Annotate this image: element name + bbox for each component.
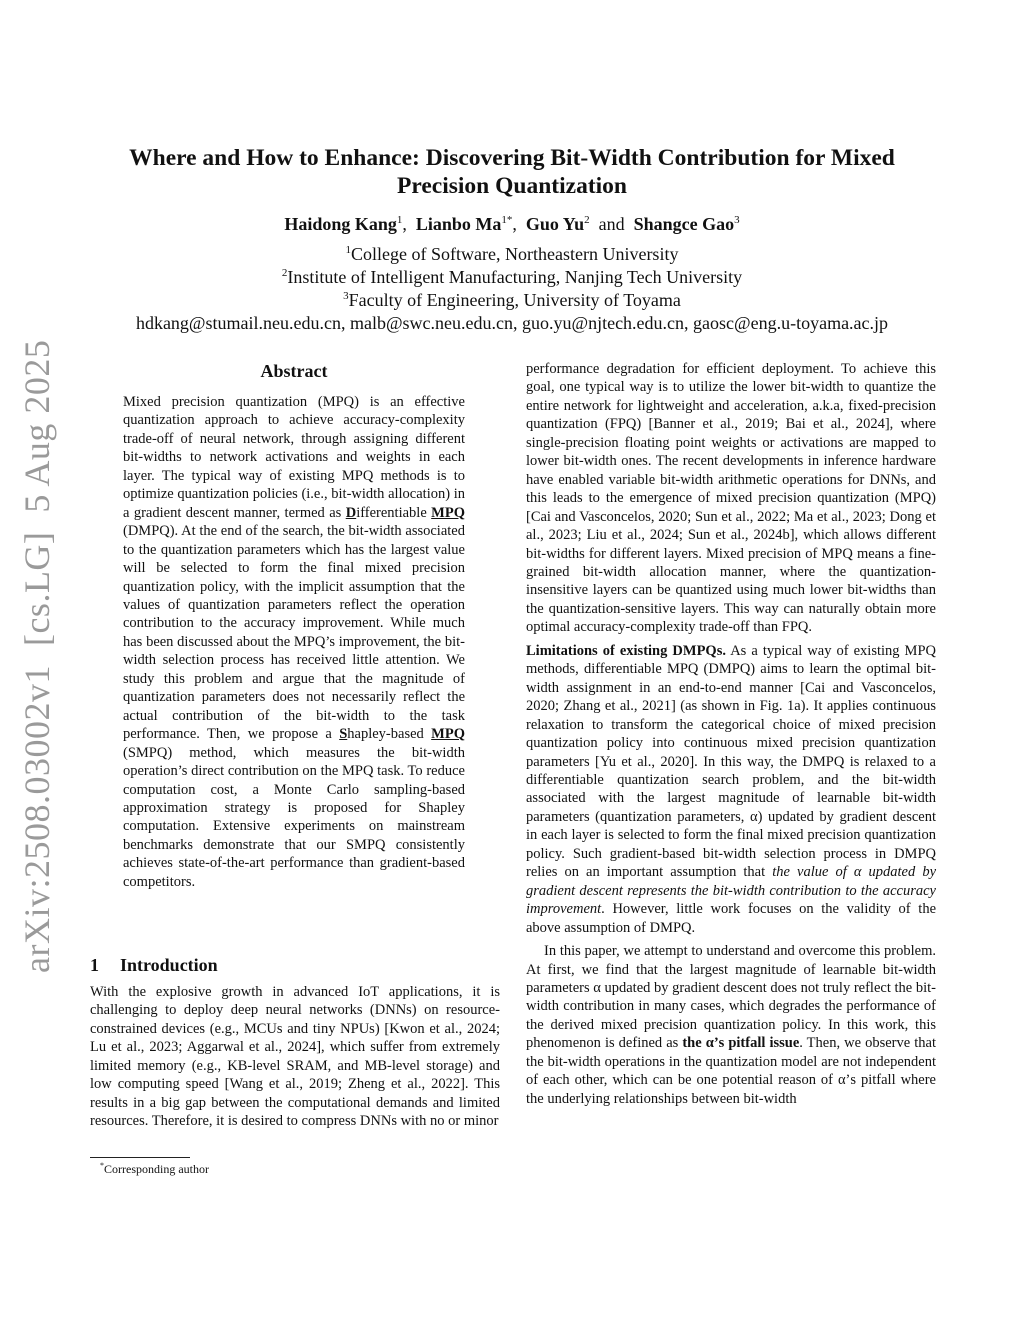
paper-title: Where and How to Enhance: Discovering Bit-Width Contribution for Mixed Precision Quantization <box>129 145 895 199</box>
author-list <box>110 213 914 235</box>
footnote <box>90 1161 510 1177</box>
author-affil-mark: 1 <box>396 214 403 226</box>
section-number: 1 <box>90 955 99 975</box>
acronym-letter: MPQ <box>431 726 465 743</box>
affiliation-line <box>60 243 964 265</box>
author-affil-mark: 2 <box>584 214 590 226</box>
arxiv-side-stamp: arXiv:2508.03002v1 [cs.LG] 5 Aug 2025 <box>17 339 57 973</box>
affiliation-line <box>60 289 964 311</box>
author-and: and <box>598 214 625 234</box>
emphasis-text: the value of α updated by gradient descent represents the bit-width contribution to the accuracy improvement <box>526 864 936 918</box>
affiliation-mark: 3 <box>343 290 349 302</box>
affiliation-mark: 1 <box>345 244 352 256</box>
author-affil-mark: 1* <box>501 214 513 226</box>
body-paragraph <box>526 642 936 937</box>
intro-paragraph: With the explosive growth in advanced IoT applications, it is challenging to deploy deep neural networks (DNNs) on resource-constrained devices (e.g., MCUs and tiny NPUs) [Kwon et al., 2024; Lu et al., 2023; Aggarwal et al., 2024], which suffer from extremely limited memory (e.g., KB-level SRAM, and MB-level storage) and low computing speed [Wang et al., 2019; Zheng et al., 2022]. This results in a big gap between the computational demands and limited resources. Therefore, it is desired to compress DNNs with no or minor <box>90 984 500 1130</box>
section-heading <box>90 954 500 976</box>
affiliation-mark: 2 <box>281 267 288 279</box>
body-paragraph <box>526 942 936 1108</box>
acronym-letter: D <box>345 504 357 521</box>
author-separator: , <box>402 214 407 234</box>
footnote-rule <box>90 1157 190 1158</box>
author-name: Shangce Gao <box>633 214 735 234</box>
bold-text: the α’s pitfall issue <box>682 1035 800 1052</box>
abstract-heading: Abstract <box>260 361 328 381</box>
affiliation-text: Institute of Intelligent Manufacturing, Nanjing Tech University <box>287 267 743 287</box>
abstract-text: (SMPQ) method, which measures the bit-width operation’s direct contribution on the MPQ task. To reduce computation cost, a Monte Carlo sampling-based approximation strategy is proposed for Shapley computation. Extensive experiments on mainstream benchmarks demonstrate that our SMPQ consistently achieves state-of-the-art performance than gradient-based competitors. <box>123 744 465 890</box>
abstract-text: Mixed precision quantization (MPQ) is an effective quantization approach to achieve accuracy-complexity trade-off of neural network, through assigning different bit-widths to network activations and weights in each layer. The typical way of existing MPQ methods is to optimize quantization policies (i.e., bit-width allocation) in a gradient descent manner, termed as <box>123 394 465 521</box>
abstract-text: (DMPQ). At the end of the search, the bit-width associated to the quantization parameters which has the largest value will be selected to form the final mixed precision quantization policy, with the implicit assumption that the values of quantization parameters reflect the operation contribution to the accuracy improvement. While much has been discussed about the MPQ’s improvement, the bit-width selection process has received little attention. We study this problem and argue that the magnitude of quantization parameters does not necessarily reflect the actual contribution of the bit-width to the task performance. Then, we propose a <box>123 523 465 743</box>
author-name: Haidong Kang <box>284 214 397 234</box>
affiliation-line <box>60 266 964 288</box>
abstract-text: hapley-based <box>347 726 432 743</box>
footnote-mark: * <box>100 1161 104 1170</box>
body-text: In this paper, we attempt to understand and overcome this problem. At first, we find that the largest magnitude of learnable bit-width parameters α updated by gradient descent does not truly reflect the bit-width contribution in many cases, which degrades the performance of the derived mixed precision quantization policy. In this work, this phenomenon is defined as <box>526 943 936 1052</box>
author-name: Guo Yu <box>525 214 585 234</box>
affiliation-text: Faculty of Engineering, University of Toyama <box>348 290 681 310</box>
paragraph-lead: Limitations of existing DMPQs. <box>526 642 726 659</box>
abstract-body <box>123 393 465 891</box>
author-name: Lianbo Ma <box>415 214 502 234</box>
footnote-text: Corresponding author <box>104 1162 209 1176</box>
abstract-text: ifferentiable <box>356 504 432 521</box>
body-paragraph: performance degradation for efficient deployment. To achieve this goal, one typical way is to utilize the lower bit-width to quantize the entire network for lightweight and acceleration, a.k.a, fixed-precision quantization (FPQ) [Banner et al., 2019; Bai et al., 2024], where single-precision floating point weights or activations are mapped to lower bit-width ones. The recent developments in inference hardware have enabled variable bit-width arithmetic operations for DNNs, and this leads to the emergence of mixed precision quantization (MPQ) [Cai and Vasconcelos, 2020; Sun et al., 2022; Ma et al., 2023; Dong et al., 2023; Liu et al., 2024; Sun et al., 2024b], which allows different bit-widths for different layers. Mixed precision of MPQ means a fine-grained bit-width allocation manner, where the quantization-insensitive layers can be quantized using much lower bit-widths than the quantization-sensitive layers. This way can naturally obtain more optimal accuracy-complexity trade-off than FPQ. <box>526 361 936 636</box>
right-column <box>526 360 936 1108</box>
author-emails: hdkang@stumail.neu.edu.cn, malb@swc.neu.edu.cn, guo.yu@njtech.edu.cn, gaosc@eng.u-toyama.ac.jp <box>135 313 889 333</box>
body-text: . Then, we observe that the bit-width operations in the quantization model are not independent of each other, which can be one potential reason of α’s pitfall where the underlying relationships between bit-width <box>526 1035 936 1107</box>
body-text: . However, little work focuses on the validity of the above assumption of DMPQ. <box>526 901 936 936</box>
body-text: As a typical way of existing MPQ methods, differentiable MPQ (DMPQ) aims to learn the optimal bit-width assignment in an end-to-end manner [Cai and Vasconcelos, 2020; Zhang et al., 2021] (as shown in Fig. 1a). It applies continuous relaxation to transform the categorical choice of mixed precision quantization policy into continuous mixed precision quantization parameters [Yu et al., 2020]. In this way, the DMPQ is relaxed to a differentiable quantization search problem, and the bit-width associated with the largest magnitude of learnable bit-width parameters (quantization parameters, α) updated by gradient descent in each layer is selected to form the final mixed precision quantization policy. Such gradient-based bit-width selection process in DMPQ relies on an important assumption that <box>526 642 936 881</box>
affiliation-text: College of Software, Northeastern University <box>351 244 679 264</box>
acronym-letter: S <box>339 726 348 743</box>
acronym-letter: MPQ <box>431 504 465 521</box>
author-affil-mark: 3 <box>734 214 740 226</box>
author-separator: , <box>512 214 517 234</box>
section-title: Introduction <box>120 955 218 975</box>
